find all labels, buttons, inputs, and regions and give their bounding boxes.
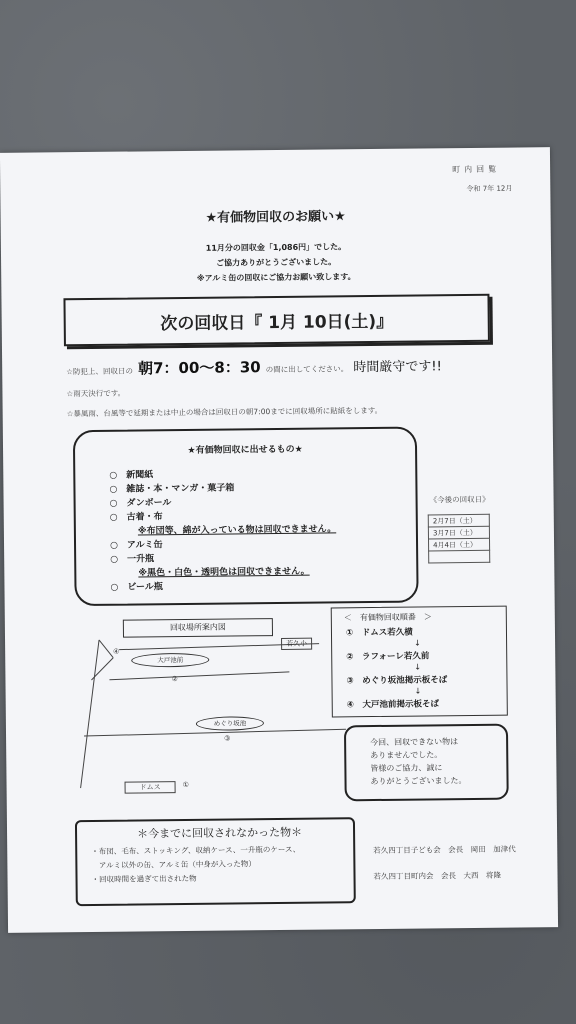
accepted-items-heading: ★有価物回収に出せるもの★ <box>187 444 303 456</box>
notice-sheet <box>0 147 558 933</box>
thanks-line: ありませんでした。 <box>370 750 443 761</box>
thanks-line: 皆様のご協力、誠に <box>370 763 443 774</box>
thanks-box <box>344 724 509 802</box>
meguri-pond-label: めぐり坂池 <box>196 716 264 731</box>
list-item: ○ 古着・布 <box>109 512 163 523</box>
thanks-line: 今回、回収できない物は <box>370 737 459 748</box>
page-title: ★有価物回収のお願い★ <box>205 209 346 226</box>
list-item: ○ 一升瓶 <box>110 554 155 565</box>
list-item-note: ※布団等、綿が入っている物は回収できません。 <box>137 524 337 537</box>
map-mark-2: ② <box>171 675 178 684</box>
arrow-down-icon: ↓ <box>414 686 422 696</box>
domus-label: ドムス <box>125 781 176 794</box>
order-stop: ② ラフォーレ若久前 <box>346 651 430 663</box>
collection-time: 朝7：00〜8：30 <box>137 358 261 378</box>
uncollected-heading: ＊今までに回収されなかった物＊ <box>137 825 303 841</box>
future-dates-table <box>428 514 491 564</box>
map-mark-1: ① <box>182 780 189 790</box>
future-date <box>429 550 490 563</box>
pond-label: 大戸池前 <box>131 653 209 668</box>
thanks-line: ありがとうございました。 <box>370 776 467 787</box>
intro-line: ご協力ありがとうございました。 <box>216 257 337 268</box>
arrow-down-icon: ↓ <box>414 662 422 672</box>
accepted-items-box <box>73 427 419 607</box>
time-notice-middle: の間に出してください。 <box>265 364 349 375</box>
uncollected-line: ・布団、毛布、ストッキング、収納ケース、一升瓶のケース、 <box>91 844 301 856</box>
list-item: ○ アルミ缶 <box>109 540 163 551</box>
circular-label: 町内回覧 <box>452 164 501 175</box>
future-date: 4月4日（土） <box>428 538 489 551</box>
map-mark-3: ③ <box>224 734 231 743</box>
signature-kids-club: 若久四丁目子ども会 会長 岡田 加津代 <box>373 844 516 856</box>
collection-map <box>69 625 347 808</box>
future-date: 2月7日（土） <box>428 514 489 527</box>
uncollected-items-box <box>75 817 356 906</box>
signature-town-council: 若久四丁目町内会 会長 大西 将隆 <box>373 870 502 882</box>
time-notice <box>66 354 442 379</box>
map-mark-4: ④ <box>113 647 120 656</box>
collection-order-heading: ＜ 有価物回収順番 ＞ <box>343 612 432 623</box>
list-item: ○ 雑誌・本・マンガ・菓子箱 <box>109 483 235 495</box>
arrow-down-icon: ↓ <box>414 638 421 648</box>
intro-line: ※アルミ缶の回収にご協力お願い致します。 <box>196 272 356 283</box>
map-title: 回収場所案内図 <box>123 618 273 638</box>
time-notice-prefix: ☆防犯上、回収日の <box>66 366 134 377</box>
order-stop: ① ドムス若久横 <box>345 627 413 639</box>
future-dates-title: 《今後の回収日》 <box>429 494 490 505</box>
school-label: 若久小 <box>281 638 312 650</box>
order-stop: ④ 大戸池前掲示板そば <box>346 699 439 711</box>
list-item: ○ 新聞紙 <box>109 470 154 481</box>
intro-line: 11月分の回収金「1,086円」でした。 <box>205 242 347 253</box>
future-date: 3月7日（土） <box>428 526 489 539</box>
list-item: ○ ダンボール <box>109 498 172 509</box>
next-collection-date: 次の回収日『 1月 10日(土)』 <box>160 311 394 334</box>
issue-date: 令和 7年 12月 <box>466 184 513 194</box>
rain-note: ☆雨天決行です。 <box>66 388 126 399</box>
order-stop: ③ めぐり坂池掲示板そば <box>346 675 448 687</box>
uncollected-line: ・回収時間を過ぎて出された物 <box>91 873 197 884</box>
strict-time-warning: 時間厳守です!! <box>353 359 442 376</box>
uncollected-line: アルミ以外の缶、アルミ缶（中身が入った物） <box>91 859 256 870</box>
list-item-note: ※黒色・白色・透明色は回収できません。 <box>138 566 310 579</box>
list-item: ○ ビール瓶 <box>110 582 163 593</box>
next-collection-box <box>63 294 489 346</box>
collection-order-box <box>331 606 508 718</box>
storm-note: ☆暴風雨、台風等で延期または中止の場合は回収日の朝7:00までに回収場所に貼紙をします。 <box>66 405 383 419</box>
